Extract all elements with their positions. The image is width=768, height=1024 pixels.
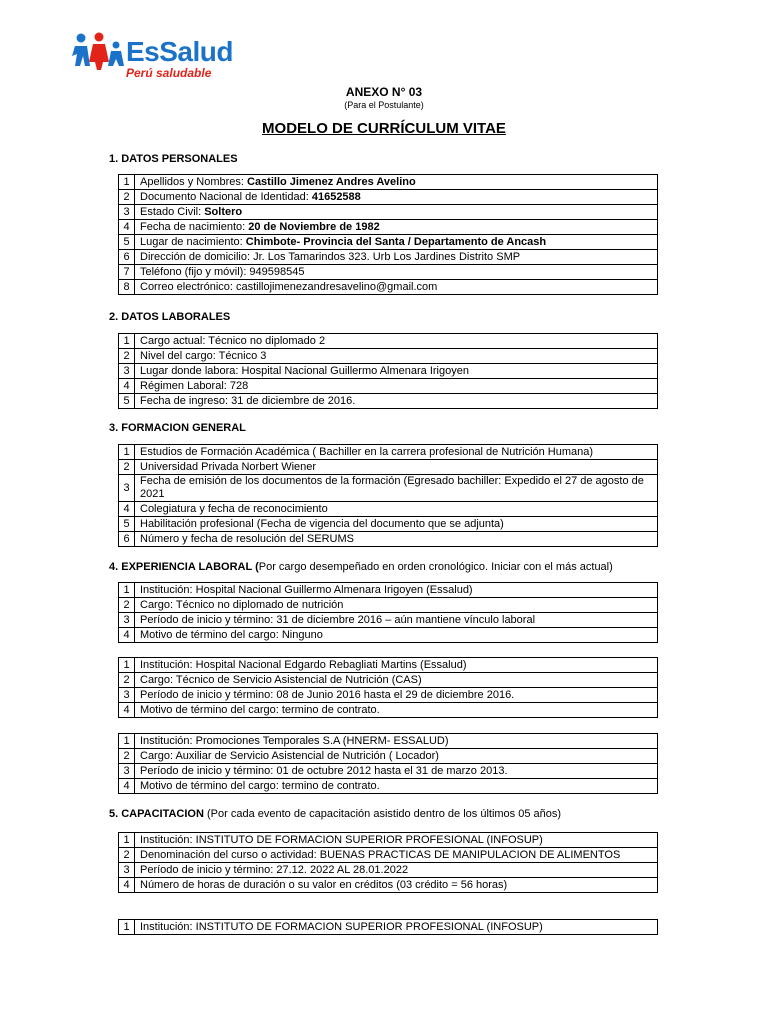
section-heading-capacitacion: 5. CAPACITACION (Por cada evento de capacitación asistido dentro de los últimos 05 años) [109, 808, 562, 820]
row-number: 1 [119, 445, 135, 460]
row-label: Teléfono (fijo y móvil): 949598545 [140, 265, 305, 278]
essalud-logo [72, 30, 242, 82]
table-row [119, 265, 658, 280]
table-row [119, 250, 658, 265]
table-row [119, 833, 658, 848]
row-text [135, 265, 658, 280]
table-experiencia-3 [118, 733, 658, 794]
row-text: Período de inicio y término: 01 de octubre 2012 hasta el 31 de marzo 2013. [135, 764, 658, 779]
row-number: 3 [119, 475, 135, 502]
row-text [135, 190, 658, 205]
table-row [119, 863, 658, 878]
row-text: Institución: INSTITUTO DE FORMACION SUPERIOR PROFESIONAL (INFOSUP) [135, 833, 658, 848]
table-row [119, 598, 658, 613]
row-text: Motivo de término del cargo: Ninguno [135, 628, 658, 643]
table-row [119, 920, 658, 935]
row-text [135, 175, 658, 190]
row-number: 1 [119, 833, 135, 848]
section-heading-experiencia-laboral: 4. EXPERIENCIA LABORAL (Por cargo desempeñado en orden cronológico. Iniciar con el más actual) [109, 561, 613, 573]
row-number: 6 [119, 532, 135, 547]
table-row [119, 280, 658, 295]
row-number: 4 [119, 878, 135, 893]
row-number: 2 [119, 848, 135, 863]
row-number: 8 [119, 280, 135, 295]
table-row [119, 445, 658, 460]
row-number: 3 [119, 613, 135, 628]
row-number: 4 [119, 379, 135, 394]
row-number: 3 [119, 863, 135, 878]
table-row [119, 190, 658, 205]
row-text: Período de inicio y término: 08 de Junio 2016 hasta el 29 de diciembre 2016. [135, 688, 658, 703]
row-value: Chimbote- Provincia del Santa / Departamento de Ancash [245, 235, 547, 248]
row-text: Nivel del cargo: Técnico 3 [135, 349, 658, 364]
row-number: 2 [119, 460, 135, 475]
row-number: 1 [119, 920, 135, 935]
table-row [119, 517, 658, 532]
brand-name: EsSalud [126, 36, 233, 67]
table-row [119, 848, 658, 863]
row-value: 41652588 [311, 190, 361, 203]
row-label: Correo electrónico: castillojimenezandresavelino@gmail.com [140, 280, 438, 293]
row-number: 5 [119, 235, 135, 250]
table-row [119, 764, 658, 779]
table-row [119, 349, 658, 364]
table-row [119, 394, 658, 409]
table-row [119, 613, 658, 628]
row-number: 1 [119, 583, 135, 598]
anexo-title: ANEXO N° 03 [345, 85, 423, 99]
row-text: Institución: Hospital Nacional Edgardo Rebagliati Martins (Essalud) [135, 658, 658, 673]
table-row [119, 532, 658, 547]
brand-tagline: Perú saludable [126, 66, 212, 80]
table-row [119, 220, 658, 235]
row-number: 5 [119, 517, 135, 532]
table-row [119, 749, 658, 764]
row-label: Documento Nacional de Identidad: [140, 190, 312, 203]
table-row [119, 779, 658, 794]
row-text: Institución: Hospital Nacional Guillermo Almenara Irigoyen (Essalud) [135, 583, 658, 598]
table-row [119, 703, 658, 718]
row-text: Estudios de Formación Académica ( Bachiller en la carrera profesional de Nutrición Humana) [135, 445, 658, 460]
row-number: 3 [119, 205, 135, 220]
row-text: Fecha de ingreso: 31 de diciembre de 2016. [135, 394, 658, 409]
table-row [119, 628, 658, 643]
table-datos-laborales [118, 333, 658, 409]
table-row [119, 502, 658, 517]
row-text [135, 250, 658, 265]
row-number: 1 [119, 658, 135, 673]
row-number: 4 [119, 502, 135, 517]
row-text: Institución: Promociones Temporales S.A (HNERM- ESSALUD) [135, 734, 658, 749]
row-text: Denominación del curso o actividad: BUENAS PRACTICAS DE MANIPULACION DE ALIMENTOS [135, 848, 658, 863]
row-text: Número de horas de duración o su valor en créditos (03 crédito = 56 horas) [135, 878, 658, 893]
row-number: 1 [119, 175, 135, 190]
row-text: Cargo: Técnico no diplomado de nutrición [135, 598, 658, 613]
row-label: Lugar de nacimiento: [140, 235, 246, 248]
table-row [119, 658, 658, 673]
row-number: 3 [119, 764, 135, 779]
row-number: 4 [119, 220, 135, 235]
table-experiencia-1 [118, 582, 658, 643]
row-number: 4 [119, 779, 135, 794]
row-number: 5 [119, 394, 135, 409]
table-row [119, 734, 658, 749]
row-value: Soltero [204, 205, 243, 218]
table-row [119, 878, 658, 893]
table-capacitacion-2 [118, 919, 658, 935]
row-value: Castillo Jimenez Andres Avelino [247, 175, 416, 188]
row-text: Fecha de emisión de los documentos de la formación (Egresado bachiller: Expedido el 27 de agosto de 2021 [135, 475, 658, 502]
row-number: 6 [119, 250, 135, 265]
row-number: 2 [119, 349, 135, 364]
row-text: Lugar donde labora: Hospital Nacional Guillermo Almenara Irigoyen [135, 364, 658, 379]
row-number: 3 [119, 688, 135, 703]
row-text [135, 235, 658, 250]
row-text: Cargo actual: Técnico no diplomado 2 [135, 334, 658, 349]
row-text: Universidad Privada Norbert Wiener [135, 460, 658, 475]
row-text: Cargo: Técnico de Servicio Asistencial de Nutrición (CAS) [135, 673, 658, 688]
row-number: 7 [119, 265, 135, 280]
row-number: 2 [119, 673, 135, 688]
row-number: 1 [119, 734, 135, 749]
section-heading-formacion-general: 3. FORMACION GENERAL [109, 422, 246, 434]
table-formacion-general [118, 444, 658, 547]
row-label: Dirección de domicilio: Jr. Los Tamarindos 323. Urb Los Jardines Distrito SMP [140, 250, 521, 263]
table-row [119, 235, 658, 250]
row-number: 1 [119, 334, 135, 349]
row-text [135, 220, 658, 235]
row-text: Institución: INSTITUTO DE FORMACION SUPERIOR PROFESIONAL (INFOSUP) [135, 920, 658, 935]
table-capacitacion-1 [118, 832, 658, 893]
row-text: Habilitación profesional (Fecha de vigencia del documento que se adjunta) [135, 517, 658, 532]
row-text [135, 280, 658, 295]
row-text: Período de inicio y término: 31 de diciembre 2016 – aún mantiene vínculo laboral [135, 613, 658, 628]
row-number: 2 [119, 190, 135, 205]
table-experiencia-2 [118, 657, 658, 718]
table-row [119, 205, 658, 220]
row-number: 2 [119, 598, 135, 613]
row-text: Número y fecha de resolución del SERUMS [135, 532, 658, 547]
row-number: 3 [119, 364, 135, 379]
table-row [119, 379, 658, 394]
section-heading-datos-laborales: 2. DATOS LABORALES [109, 311, 231, 323]
row-text: Cargo: Auxiliar de Servicio Asistencial de Nutrición ( Locador) [135, 749, 658, 764]
row-text: Período de inicio y término: 27.12. 2022 AL 28.01.2022 [135, 863, 658, 878]
row-label: Estado Civil: [140, 205, 205, 218]
row-label: Apellidos y Nombres: [140, 175, 247, 188]
row-text: Régimen Laboral: 728 [135, 379, 658, 394]
row-text: Motivo de término del cargo: termino de contrato. [135, 779, 658, 794]
row-label: Fecha de nacimiento: [140, 220, 249, 233]
table-row [119, 175, 658, 190]
row-number: 4 [119, 628, 135, 643]
table-row [119, 460, 658, 475]
table-row [119, 475, 658, 502]
row-text: Colegiatura y fecha de reconocimiento [135, 502, 658, 517]
anexo-subtitle: (Para el Postulante) [344, 100, 424, 110]
table-row [119, 673, 658, 688]
section-heading-datos-personales: 1. DATOS PERSONALES [109, 153, 238, 165]
table-datos-personales [118, 174, 658, 295]
page-title: MODELO DE CURRÍCULUM VITAE [262, 120, 506, 137]
row-value: 20 de Noviembre de 1982 [248, 220, 380, 233]
table-row [119, 334, 658, 349]
row-text: Motivo de término del cargo: termino de contrato. [135, 703, 658, 718]
table-row [119, 364, 658, 379]
row-number: 4 [119, 703, 135, 718]
family-figures-icon [72, 32, 126, 72]
row-number: 2 [119, 749, 135, 764]
table-row [119, 583, 658, 598]
table-row [119, 688, 658, 703]
row-text [135, 205, 658, 220]
